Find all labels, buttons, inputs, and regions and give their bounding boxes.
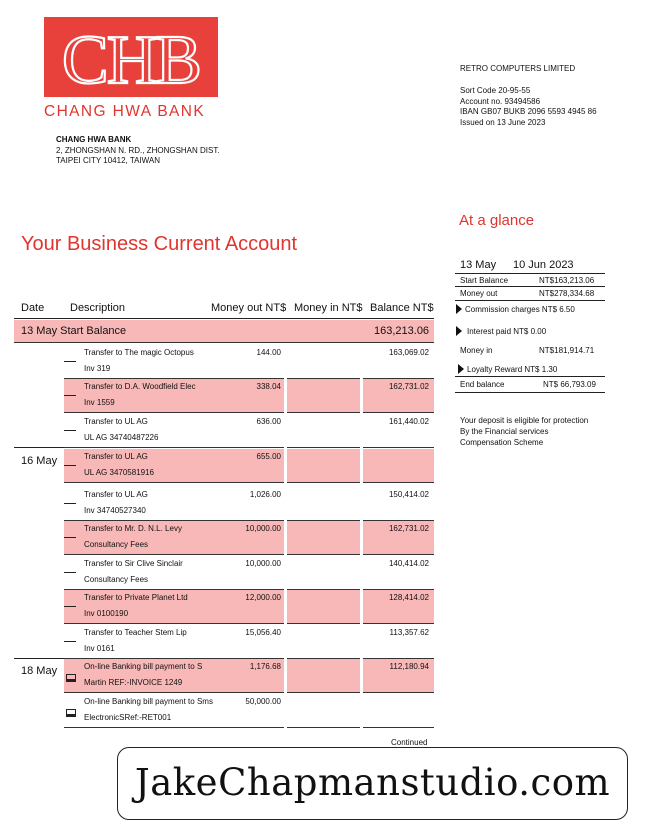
header-date: Date (21, 302, 45, 314)
transaction-line1: Transfer to Private Planet Ltd (84, 593, 188, 602)
row-rule (64, 482, 284, 483)
transaction-description (84, 417, 158, 443)
transaction-money-out: 636.00 (256, 417, 281, 426)
glance-note-line1: Your deposit is eligible for protection (460, 416, 589, 425)
transaction-line1: Transfer to Sir Clive Sinclair (84, 559, 183, 568)
glance-period-to: 10 Jun 2023 (513, 259, 574, 271)
transaction-money-out: 15,056.40 (245, 628, 281, 637)
bank-address (56, 135, 220, 167)
transaction-balance: 140,414.02 (388, 559, 429, 568)
transaction-line1: On-line Banking bill payment to S (84, 662, 203, 671)
row-rule (287, 692, 360, 693)
header-balance: Balance NT$ (370, 302, 434, 314)
row-rule (287, 447, 360, 448)
transaction-line1: Transfer to UL AG (84, 452, 148, 461)
row-rule (64, 412, 284, 413)
transaction-balance: 163,069.02 (388, 348, 429, 357)
transaction-balance: 150,414.02 (388, 490, 429, 499)
glance-protection-note (460, 415, 588, 448)
glance-period-from: 13 May (460, 259, 497, 271)
header-money-out: Money out NT$ (211, 302, 287, 314)
row-rule (363, 447, 434, 448)
date-18-may: 18 May (21, 665, 58, 677)
row-marker (64, 606, 76, 607)
transaction-line2: Consultancy Fees (84, 575, 149, 584)
transaction-money-out: 10,000.00 (245, 559, 281, 568)
row-rule (64, 447, 284, 448)
bank-logo (44, 17, 218, 97)
header-rule (14, 318, 434, 319)
customer-company: RETRO COMPUTERS LIMITED (460, 64, 576, 73)
transaction-balance: 112,180.94 (389, 662, 429, 671)
transaction-description (84, 559, 183, 585)
row-rule (363, 554, 434, 555)
transaction-line1: Transfer to D.A. Woodfield Elec (84, 382, 196, 391)
row-marker (64, 641, 76, 642)
row-highlight (363, 449, 434, 482)
continued-label: Continued (391, 738, 428, 747)
expand-triangle-icon[interactable] (456, 304, 462, 314)
transaction-money-out: 50,000.00 (245, 697, 281, 706)
row-rule (363, 482, 434, 483)
row-rule (363, 412, 434, 413)
online-banking-icon (66, 709, 76, 717)
transaction-description (84, 452, 154, 478)
row-marker (64, 430, 76, 431)
expand-triangle-icon[interactable] (458, 364, 464, 374)
issued-date: Issued on 13 June 2023 (460, 117, 546, 127)
transaction-line1: Transfer to Teacher Stem Lip (84, 628, 187, 637)
transaction-line2: Inv 0100190 (84, 609, 129, 618)
transaction-description (84, 490, 148, 516)
glance-rule (455, 286, 605, 287)
row-marker (64, 503, 76, 504)
transaction-money-out: 144.00 (256, 348, 281, 357)
glance-rule (455, 273, 605, 274)
start-balance-label: 13 May Start Balance (21, 325, 127, 337)
expand-triangle-icon[interactable] (456, 326, 462, 336)
row-marker (64, 361, 76, 362)
transaction-description (84, 697, 213, 723)
header-description: Description (70, 302, 126, 314)
row-rule (363, 692, 434, 693)
transaction-money-out: 1,176.68 (249, 662, 281, 671)
transaction-description (84, 662, 202, 688)
row-rule (64, 623, 284, 624)
transaction-line1: Transfer to UL AG (84, 417, 148, 426)
bank-name-logo-text: CHANG HWA BANK (44, 103, 206, 120)
transaction-line2: UL AG 3470581916 (84, 468, 154, 477)
transaction-line2: Inv 34740527340 (84, 506, 146, 515)
glance-interest: Interest paid NT$ 0.00 (467, 327, 547, 336)
row-rule (64, 692, 284, 693)
page-title: Your Business Current Account (21, 233, 298, 255)
bank-address-line1: 2, ZHONGSHAN N. RD., ZHONGSHAN DIST. (56, 145, 220, 155)
glance-start-label: Start Balance (460, 276, 509, 285)
row-rule (287, 554, 360, 555)
transaction-balance: 162,731.02 (388, 524, 429, 533)
transaction-balance: 162,731.02 (388, 382, 429, 391)
transaction-line1: On-line Banking bill payment to Sms (84, 697, 213, 706)
row-marker (64, 465, 76, 466)
glance-rule (455, 392, 605, 393)
glance-end-value: NT$ 66,793.09 (543, 380, 596, 389)
sort-code: Sort Code 20-95-55 (460, 86, 531, 95)
transaction-balance: 113,357.62 (389, 628, 429, 637)
row-rule (287, 623, 360, 624)
glance-start-value: NT$163,213.06 (539, 276, 595, 285)
glance-rule (455, 376, 605, 377)
row-rule (363, 623, 434, 624)
date-group-rule (14, 447, 64, 448)
glance-loyalty: Loyalty Reward NT$ 1.30 (467, 365, 558, 374)
glance-title: At a glance (459, 212, 535, 229)
logo-mark: CHB (62, 22, 200, 97)
transaction-line1: Transfer to Mr. D. N.L. Levy (84, 524, 182, 533)
row-rule (363, 727, 434, 728)
glance-in-label: Money in (460, 346, 493, 355)
glance-end-label: End balance (460, 380, 505, 389)
transaction-money-out: 10,000.00 (245, 524, 281, 533)
transaction-line2: ElectronicSRef:-RET001 (84, 713, 172, 722)
row-rule (64, 554, 284, 555)
glance-out-label: Money out (460, 289, 498, 298)
row-marker (64, 572, 76, 573)
transaction-description (84, 348, 194, 374)
transaction-line1: Transfer to The magic Octopus (84, 348, 194, 357)
transaction-line2: Inv 319 (84, 364, 111, 373)
row-highlight (287, 449, 360, 482)
row-rule (287, 727, 360, 728)
iban: IBAN GB07 BUKB 2096 5593 4945 86 (460, 107, 597, 116)
transaction-description (84, 382, 196, 408)
transaction-money-out: 12,000.00 (245, 593, 281, 602)
row-marker (64, 537, 76, 538)
transaction-line2: UL AG 34740487226 (84, 433, 159, 442)
glance-note-line3: Compensation Scheme (460, 438, 544, 447)
header-money-in: Money in NT$ (294, 302, 363, 314)
glance-rule (455, 300, 605, 301)
row-rule (287, 482, 360, 483)
date-16-may: 16 May (21, 455, 58, 467)
row-rule (64, 727, 284, 728)
bank-address-name: CHANG HWA BANK (56, 135, 132, 144)
online-banking-icon (66, 674, 76, 682)
start-balance-value: 163,213.06 (374, 325, 430, 337)
row-rule (287, 412, 360, 413)
date-group-rule (14, 658, 64, 659)
transaction-money-out: 338.04 (256, 382, 281, 391)
glance-in-value: NT$181,914.71 (539, 346, 595, 355)
transaction-money-out: 655.00 (256, 452, 281, 461)
transaction-line2: Inv 1559 (84, 398, 115, 407)
transaction-line2: Consultancy Fees (84, 540, 149, 549)
account-details (460, 86, 597, 128)
transaction-balance: 128,414.02 (388, 593, 429, 602)
account-number: Account no. 93494586 (460, 96, 541, 106)
transaction-line2: Martin REF:-INVOICE 1249 (84, 678, 183, 687)
row-marker (64, 395, 76, 396)
transaction-money-out: 1,026.00 (249, 490, 281, 499)
transaction-line1: Transfer to UL AG (84, 490, 148, 499)
bank-address-line2: TAIPEI CITY 10412, TAIWAN (56, 156, 161, 165)
glance-note-line2: By the Financial services (460, 427, 549, 436)
transaction-balance: 161,440.02 (388, 417, 429, 426)
transaction-description (84, 524, 182, 550)
transaction-description (84, 593, 188, 619)
watermark-banner: JakeChapmanstudio.com (117, 747, 628, 820)
glance-out-value: NT$278,334.68 (539, 289, 595, 298)
transaction-description (84, 628, 187, 654)
glance-commission: Commission charges NT$ 6.50 (465, 305, 575, 314)
transaction-line2: Inv 0161 (84, 644, 115, 653)
